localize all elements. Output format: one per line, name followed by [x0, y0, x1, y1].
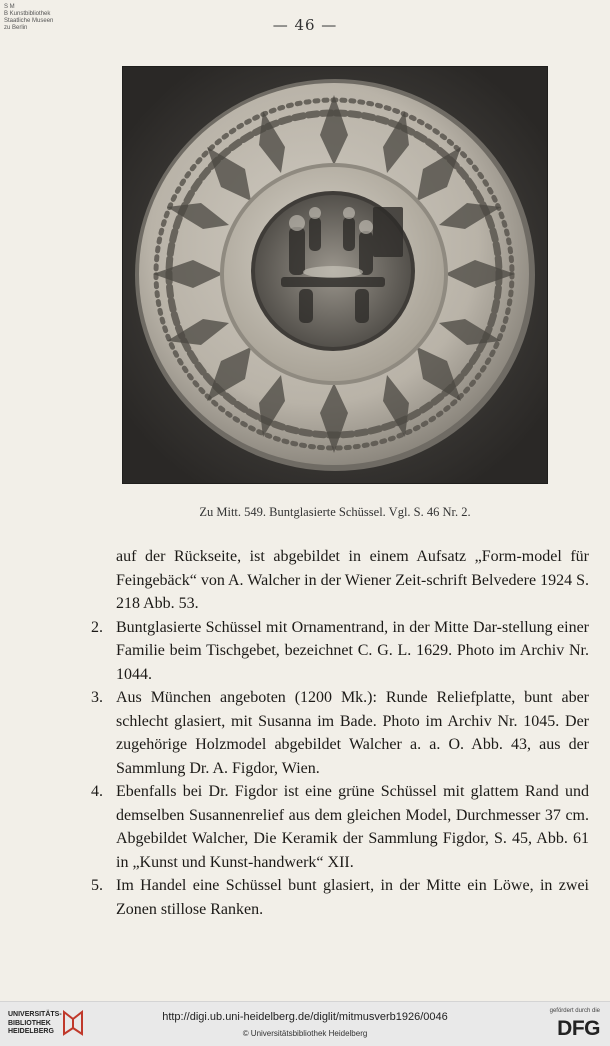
list-item-text: Ebenfalls bei Dr. Figdor ist eine grüne Schüssel mit glattem Rand und demselben Susannenrelief aus dem gleichen Model, Durchmesser 37 cm. Abgebildet Walcher, Die Keramik der Sammlung Figdor, S. 45, Abb. 61 in „Kunst und Kunst-handwerk“ XII.: [116, 783, 589, 871]
stamp-line: S M: [4, 4, 15, 10]
list-item-text: Im Handel eine Schüssel bunt glasiert, in der Mitte ein Löwe, in zwei Zonen stillose Ranken.: [116, 877, 589, 918]
logo-line: BIBLIOTHEK: [8, 1019, 51, 1027]
permalink-url[interactable]: http://digi.ub.uni-heidelberg.de/diglit/mitmusverb1926/0046: [162, 1011, 448, 1023]
dfg-logo: DFG: [557, 1017, 600, 1040]
list-item-number: 5.: [91, 877, 103, 894]
list-item-number: 4.: [91, 783, 103, 800]
figure-caption: Zu Mitt. 549. Buntglasierte Schüssel. Vgl. S. 46 Nr. 2.: [199, 505, 471, 519]
footer-bar: [0, 1001, 610, 1046]
funding-note: gefördert durch die: [549, 1008, 600, 1014]
stamp-line: Staatliche Museen: [4, 18, 54, 24]
list-item-number: 3.: [91, 689, 103, 706]
list-item-text: Aus München angeboten (1200 Mk.): Runde Reliefplatte, bunt aber schlecht glasiert, mit Susanna im Bade. Photo im Archiv Nr. 1045. Der zugehörige Holzmodel abgebildet Walcher a. a. O. Abb. 43, aus der Sammlung Dr. A. Figdor, Wien.: [116, 689, 589, 777]
list-item: [91, 686, 589, 780]
list-item-number: 2.: [91, 618, 103, 636]
body-text: [91, 545, 589, 921]
stamp-line: B Kunstbibliothek: [4, 11, 51, 17]
logo-line: HEIDELBERG: [8, 1028, 54, 1035]
list-item: [91, 616, 589, 687]
list-item: [91, 874, 589, 921]
list-item: [91, 780, 589, 874]
plate-photograph: [122, 66, 548, 484]
logo-line: UNIVERSITÄTS-: [8, 1011, 62, 1018]
list-item-text: Buntglasierte Schüssel mit Ornamentrand, in der Mitte Dar-stellung einer Familie beim Tischgebet, bezeichnet C. G. L. 1629. Photo im Archiv Nr. 1044.: [116, 618, 589, 683]
plate-illustration: [123, 67, 547, 483]
stamp-line: zu Berlin: [4, 25, 28, 31]
numbered-list: [91, 616, 589, 922]
page-number: — 46 —: [272, 16, 338, 34]
copyright-notice: © Universitätsbibliothek Heidelberg: [242, 1029, 368, 1038]
intro-paragraph: auf der Rückseite, ist abgebildet in einem Aufsatz „Form-model für Feingebäck“ von A. Walcher in der Wiener Zeit-schrift Belvedere 1924 S. 218 Abb. 53.: [116, 548, 589, 612]
